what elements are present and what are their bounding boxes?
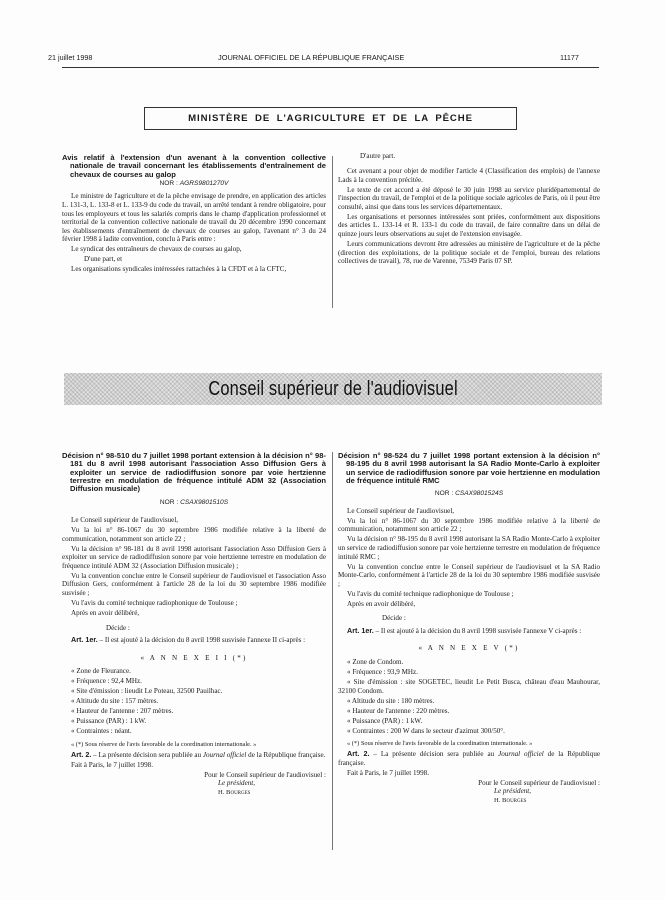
signature-for: Pour le Conseil supérieur de l'audiovisuel : (204, 770, 326, 779)
article-2 (62, 751, 326, 760)
paragraph: Leurs communications devront être adressées au ministère de l'agriculture et de la pêche (direction des exploitations, de la politique sociale et de l'emploi, bureau des relations collectives de travail), 78, rue de Varenne, 75349 Paris 07 SP. (338, 239, 600, 266)
avis-right-column (338, 152, 600, 267)
annexe-item: « Site d'émission : lieudit Le Poteau, 32500 Pauilhac. (71, 687, 223, 696)
header-page-number: 11177 (560, 53, 579, 62)
annexe-title: « A N N E X E I I (*) (140, 653, 248, 662)
annexe-item: « Puissance (PAR) : 1 kW. (347, 716, 423, 725)
considerant: Vu la convention conclue entre le Conseil supérieur de l'audiovisuel et l'association Asso Diffusion Gers, conformément à l'article 28 de la loi du 30 septembre 1986 modifiée susvisée ; (62, 571, 326, 597)
considerant: Vu la loi n° 86-1067 du 30 septembre 1986 modifiée relative à la liberté de communication, notamment son article 22 ; (338, 516, 600, 534)
annexe-item: « Altitude du site : 157 mètres. (71, 697, 159, 706)
signature-for: Pour le Conseil supérieur de l'audiovisuel : (478, 778, 600, 787)
decision-nor (338, 490, 600, 499)
column-divider (332, 156, 333, 308)
decision-title: Décision n° 98-524 du 7 juillet 1998 portant extension à la décision n° 98-195 du 8 avril 1998 autorisant la SA Radio Monte-Carlo à exploiter un service de radiodiffusion sonore par voie hertzienne en modulation de fréquence intitulé RMC (338, 451, 601, 485)
signature-name (62, 788, 326, 798)
annexe-item: « Site d'émission : site SOGETEC, lieudit Le Petit Busca, château d'eau Mauhourar, 32100 Condom. (338, 678, 600, 695)
nor-code: AGRS9801270V (179, 179, 229, 187)
header-date: 21 juillet 1998 (48, 53, 93, 62)
considerant: Vu l'avis du comité technique radiophonique de Toulouse ; (71, 598, 238, 607)
decide: Décide : (106, 623, 130, 632)
paragraph: D'une part, et (84, 255, 123, 264)
csa-banner (64, 373, 602, 405)
considerant: Vu l'avis du comité technique radiophonique de Toulouse ; (347, 589, 514, 598)
article-text: – La présente décision sera publiée au (91, 750, 203, 759)
signature-role (338, 787, 600, 796)
signature-name-text: H. Bourges (218, 788, 251, 796)
annexe-title: « A N N E X E V (*) (418, 644, 520, 653)
nor-code: CSAX9801510S (180, 499, 229, 507)
considerant: Vu la convention conclue entre le Conseil supérieur de l'audiovisuel et la SA Radio Monte-Carlo, conformément à l'article 28 de la loi du 30 septembre 1986 modifiée susvisée ; (338, 562, 600, 588)
paragraph: Les organisations et personnes intéressées sont priées, conformément aux dispositions des articles L. 133-14 et R. 133-1 du code du travail, de faire connaître dans un délai de quinze jours leurs observations au sujet de l'extension envisagée. (338, 212, 600, 238)
signature-role (62, 779, 326, 788)
considerant: Après en avoir délibéré, (71, 608, 140, 617)
nor-label: NOR : (159, 499, 179, 507)
signature-name (338, 796, 600, 806)
nor-label: NOR : (434, 490, 454, 498)
decision-98-524 (338, 452, 600, 805)
article-text: – La présente décision sera publiée au (369, 750, 499, 759)
paragraph: Les organisations syndicales intéressées rattachées à la CFDT et à la CFTC, (71, 265, 287, 274)
article-2 (338, 750, 600, 767)
article-label: Art. 2. (347, 749, 370, 759)
paragraph: Le ministre de l'agriculture et de la pêche envisage de prendre, en application des articles L. 131-3, L. 133-8 et L. 133-9 du code du travail, un arrêté tendant à rendre obligatoire, pour tous les employeurs et tous les salariés compris dans le champ d'application professionnel et territorial de la convention collective nationale de travail du 20 décembre 1990 concernant les établissements d'entraînement de chevaux de courses au galop, l'avenant n° 3 du 24 février 1998 à ladite convention, conclu à Paris entre : (62, 192, 326, 244)
journal-name: Journal officiel (202, 750, 247, 759)
annexe-item: « Hauteur de l'antenne : 207 mètres. (71, 707, 174, 716)
considerant: Vu la décision n° 98-181 du 8 avril 1998 autorisant l'association Asso Diffusion Gers à exploiter un service de radiodiffusion sonore par voie hertzienne terrestre en modulation de fréquence intitulé ADM 32 (Association Diffusion musicale) ; (62, 544, 326, 570)
paragraph: Le syndicat des entraîneurs de chevaux de courses au galop, (71, 245, 242, 254)
ministry-heading (144, 107, 517, 130)
done-at: Fait à Paris, le 7 juillet 1998. (71, 760, 153, 769)
considerant: Vu la décision n° 98-195 du 8 avril 1998 autorisant la SA Radio Monte-Carlo à exploiter un service de radiodiffusion sonore par voie hertzienne terrestre en modulation de fréquence intitulé RMC ; (338, 535, 600, 561)
annexe-item: « Fréquence : 92,4 MHz. (71, 677, 142, 686)
decision-nor (62, 499, 326, 508)
annexe-item: « Puissance (PAR) : 1 kW. (71, 717, 147, 726)
article-text: de la République française. (338, 750, 601, 767)
annexe-item: « Contraintes : néant. (71, 727, 132, 736)
article-label: Art. 1er. (347, 625, 374, 635)
article-text: – Il est ajouté à la décision du 8 avril 1998 susvisée l'annexe V ci-après : (373, 626, 582, 635)
signature-role-text: Le président, (218, 779, 256, 788)
annexe-item: « Zone de Fleurance. (71, 667, 131, 676)
avis-nor (62, 180, 326, 189)
considerant: Le Conseil supérieur de l'audiovisuel, (347, 506, 455, 515)
running-header (48, 51, 469, 67)
csa-banner-title: Conseil supérieur de l'audiovisuel (208, 377, 458, 400)
annexe-item: « Altitude du site : 180 mètres. (347, 696, 435, 705)
annexe-item: « Fréquence : 93,9 MHz. (347, 668, 418, 677)
article-1 (338, 627, 600, 636)
annexe-item: « Hauteur de l'antenne : 220 mètres. (347, 706, 450, 715)
annexe-note: « (*) Sous réserve de l'avis favorable de la coordination internationale. » (347, 740, 533, 748)
avis-left-column (62, 154, 326, 275)
considerant: Après en avoir délibéré, (347, 599, 416, 608)
article-1 (62, 636, 326, 645)
considerant: Vu la loi n° 86-1067 du 30 septembre 1986 modifiée relative à la liberté de communication, notamment son article 22 ; (62, 526, 326, 543)
nor-label: NOR : (159, 179, 178, 187)
paragraph: Le texte de cet accord a été déposé le 30 juin 1998 au service pluridépartemental de l'inspection du travail, de l'emploi et de la politique sociale agricoles de Paris, où il peut être consulté, ainsi que dans tous les services départementaux. (338, 185, 600, 211)
article-text: – Il est ajouté à la décision du 8 avril 1998 susvisée l'annexe II ci-après : (97, 636, 306, 645)
annexe-note: « (*) Sous réserve de l'avis favorable de la coordination internationale. » (71, 740, 257, 748)
annexe-item: « Contraintes : 200 W dans le secteur d'azimut 300/50°. (347, 726, 505, 735)
nor-code: CSAX9801524S (455, 490, 504, 498)
considerant: Le Conseil supérieur de l'audiovisuel, (71, 516, 179, 525)
journal-name: Journal officiel (498, 750, 544, 759)
article-label: Art. 2. (71, 749, 92, 759)
signature-name-text: H. Bourges (494, 796, 527, 804)
header-rule (62, 67, 599, 68)
signature-role-text: Le président, (494, 787, 532, 796)
decide: Décide : (382, 614, 406, 623)
annexe-item: « Zone de Condom. (347, 658, 404, 667)
article-label: Art. 1er. (71, 635, 98, 645)
decision-98-510 (62, 452, 326, 798)
ministry-title: MINISTÈRE DE L'AGRICULTURE ET DE LA PÊCHE (188, 113, 473, 124)
avis-title: Avis relatif à l'extension d'un avenant à la convention collective nationale de travail concernant les établissements d'entraînement de chevaux de courses au galop (62, 153, 326, 179)
done-at: Fait à Paris, le 7 juillet 1998. (347, 768, 429, 777)
article-text: de la République française. (246, 750, 326, 759)
paragraph: D'autre part. (360, 152, 396, 160)
column-divider (332, 452, 333, 850)
decision-title: Décision n° 98-510 du 7 juillet 1998 portant extension à la décision n° 98-181 du 8 avril 1998 autorisant l'association Asso Diffusion Gers à exploiter un service de radiodiffusion sonore par voie hertzienne terrestre en modulation de fréquence intitulé ADM 32 (Association Diffusion musicale) (62, 451, 326, 494)
paragraph: Cet avenant a pour objet de modifier l'article 4 (Classification des emplois) de l'annexe Lads à la convention précitée. (338, 166, 600, 184)
header-journal-title: JOURNAL OFFICIEL DE LA RÉPUBLIQUE FRANÇAISE (218, 53, 405, 62)
